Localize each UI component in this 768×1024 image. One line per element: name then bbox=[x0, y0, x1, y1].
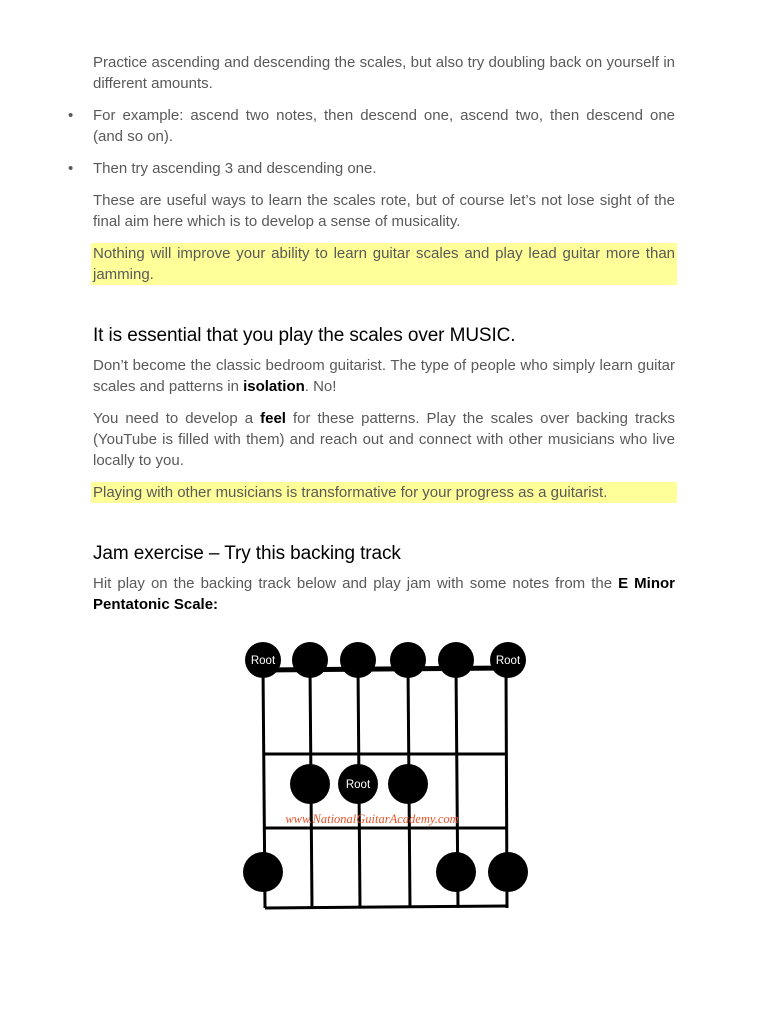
useful-paragraph: These are useful ways to learn the scales rote, but of course let’s not lose sight of the final aim here which is to develop a sense of musicality. bbox=[93, 192, 675, 230]
root-label: Root bbox=[495, 655, 521, 667]
scale-note-dot bbox=[292, 642, 328, 678]
scale-note-dot bbox=[290, 764, 330, 804]
heading-jam-exercise: Jam exercise – Try this backing track bbox=[93, 543, 401, 564]
list-item-text: For example: ascend two notes, then descend one, ascend two, then descend one (and so on). bbox=[93, 107, 675, 145]
jam-paragraph: Hit play on the backing track below and play jam with some notes from the E Minor Pentatonic Scale: bbox=[93, 575, 676, 613]
list-item-text: Then try ascending 3 and descending one. bbox=[93, 160, 377, 177]
scale-note-dot bbox=[488, 852, 528, 892]
scale-diagram bbox=[236, 636, 536, 920]
bold-scale-name: E Minor Pentatonic Scale: bbox=[93, 575, 676, 613]
scale-note-dot bbox=[243, 852, 283, 892]
bullet-icon: • bbox=[68, 107, 74, 124]
root-label: Root bbox=[250, 655, 276, 667]
root-label: Root bbox=[345, 779, 371, 791]
watermark-text: www.NationalGuitarAcademy.com bbox=[285, 812, 459, 826]
scale-note-dot bbox=[388, 764, 428, 804]
highlight-musicians: Playing with other musicians is transformative for your progress as a guitarist. bbox=[91, 482, 677, 503]
highlight-jamming: Nothing will improve your ability to learn guitar scales and play lead guitar more than jamming. bbox=[93, 245, 675, 283]
heading-play-over-music: It is essential that you play the scales over MUSIC. bbox=[93, 325, 516, 346]
scale-note-dot bbox=[340, 642, 376, 678]
scale-note-dot bbox=[390, 642, 426, 678]
list-item bbox=[68, 158, 675, 179]
bullet-list bbox=[68, 105, 675, 179]
scale-notes bbox=[243, 642, 528, 892]
intro-paragraph: Practice ascending and descending the scales, but also try doubling back on yourself in different amounts. bbox=[93, 54, 675, 92]
bullet-icon: • bbox=[68, 160, 74, 177]
scale-note-dot bbox=[438, 642, 474, 678]
scale-note-dot bbox=[436, 852, 476, 892]
bold-isolation: isolation bbox=[243, 378, 305, 395]
feel-paragraph: You need to develop a feel for these patterns. Play the scales over backing tracks (YouTube is filled with them) and reach out and connect with other musicians who live locally to you. bbox=[93, 410, 676, 469]
bedroom-paragraph: Don’t become the classic bedroom guitarist. The type of people who simply learn guitar scales and patterns in isolation. No! bbox=[93, 357, 675, 395]
bold-feel: feel bbox=[260, 410, 286, 427]
document-page bbox=[68, 52, 676, 615]
fret-3 bbox=[265, 906, 507, 908]
list-item bbox=[68, 105, 675, 147]
